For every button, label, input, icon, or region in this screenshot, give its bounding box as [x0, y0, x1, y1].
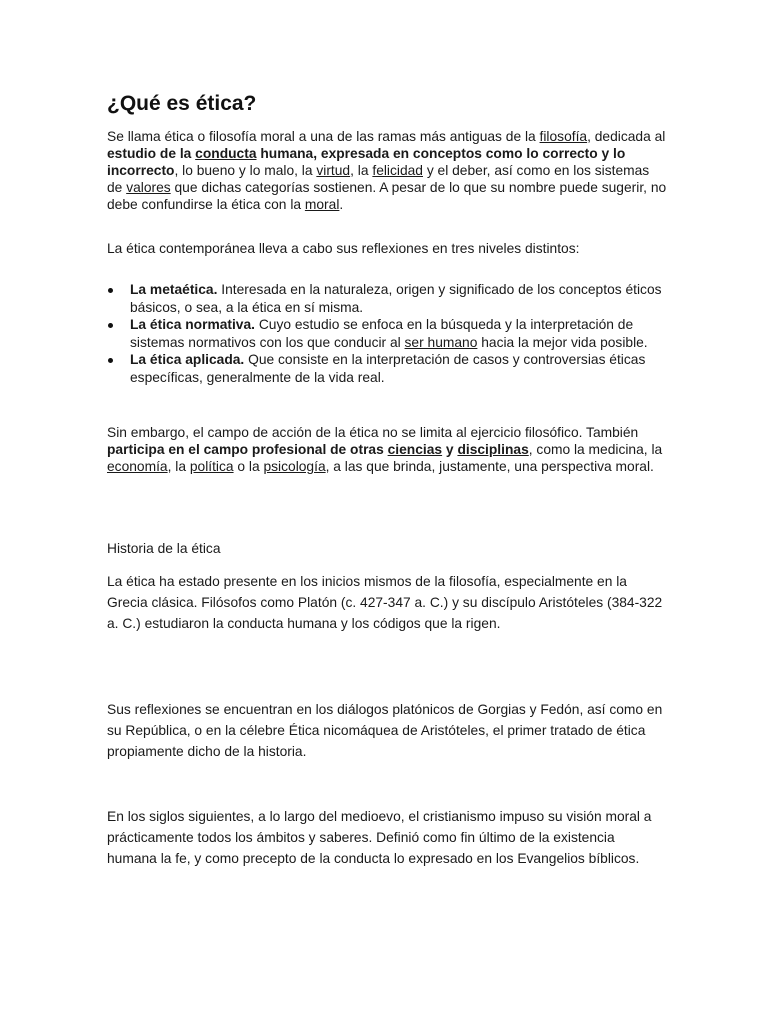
history-paragraph-dialogues: Sus reflexiones se encuentran en los diálogos platónicos de Gorgias y Fedón, así como en su República, o en la célebre Ética nicomáquea de Aristóteles, el primer tratado de ética propiamente dicho de la historia.: [107, 702, 663, 759]
link-economia[interactable]: economía: [107, 459, 168, 474]
history-heading: Historia de la ética: [107, 541, 221, 556]
link-felicidad[interactable]: felicidad: [372, 163, 423, 178]
link-politica[interactable]: política: [189, 459, 234, 474]
page-title: ¿Qué es ética?: [107, 92, 257, 115]
intro-paragraph: Se llama ética o filosofía moral a una de las ramas más antiguas de la filosofía, dedicada al estudio de la conducta humana, expresada en conceptos como lo correcto y lo incorrecto, lo bueno y lo malo, la virtud, la felicidad y el deber, así como en los sistemas de valores que dichas categorías sostienen. A pesar de lo que su nombre puede sugerir, no debe confundirse la ética con la moral.: [107, 129, 667, 212]
scope-paragraph: Sin embargo, el campo de acción de la ética no se limita al ejercicio filosófico. También participa en el campo profesional de otras ciencias y disciplinas, como la medicina, la economía, la política o la psicología, a las que brinda, justamente, una perspectiva moral.: [107, 425, 663, 474]
list-item-etica-aplicada: La ética aplicada. Que consiste en la interpretación de casos y controversias éticas específicas, generalmente de la vida real.: [107, 351, 667, 386]
link-ciencias[interactable]: ciencias: [387, 442, 443, 457]
levels-intro-paragraph: La ética contemporánea lleva a cabo sus reflexiones en tres niveles distintos:: [107, 241, 580, 256]
history-paragraph-greece: La ética ha estado presente en los inicios mismos de la filosofía, especialmente en la Grecia clásica. Filósofos como Platón (c. 427-347 a. C.) y su discípulo Aristóteles (384-322 a. C.) estudiaron la conducta humana y los códigos que la rigen.: [107, 574, 663, 631]
link-moral[interactable]: moral: [304, 197, 340, 212]
link-ser-humano[interactable]: ser humano: [404, 334, 478, 350]
link-psicologia[interactable]: psicología: [263, 459, 326, 474]
link-valores[interactable]: valores: [126, 180, 171, 195]
list-item-metaetica: La metaética. Interesada en la naturaleza, origen y significado de los conceptos éticos básicos, o sea, a la ética en sí misma.: [107, 281, 667, 316]
link-conducta[interactable]: conducta: [195, 146, 257, 161]
history-paragraph-middle-ages: En los siglos siguientes, a lo largo del medioevo, el cristianismo impuso su visión moral a prácticamente todos los ámbitos y saberes. Definió como fin último de la existencia humana la fe, y como precepto de la conducta lo expresado en los Evangelios bíblicos.: [107, 809, 652, 866]
link-virtud[interactable]: virtud: [316, 163, 351, 178]
ethics-levels-list: [107, 281, 667, 387]
link-disciplinas[interactable]: disciplinas: [457, 442, 529, 457]
link-filosofia[interactable]: filosofía: [539, 129, 588, 144]
list-item-etica-normativa: La ética normativa. Cuyo estudio se enfoca en la búsqueda y la interpretación de sistemas normativos con los que conducir al ser humano hacia la mejor vida posible.: [107, 316, 667, 351]
